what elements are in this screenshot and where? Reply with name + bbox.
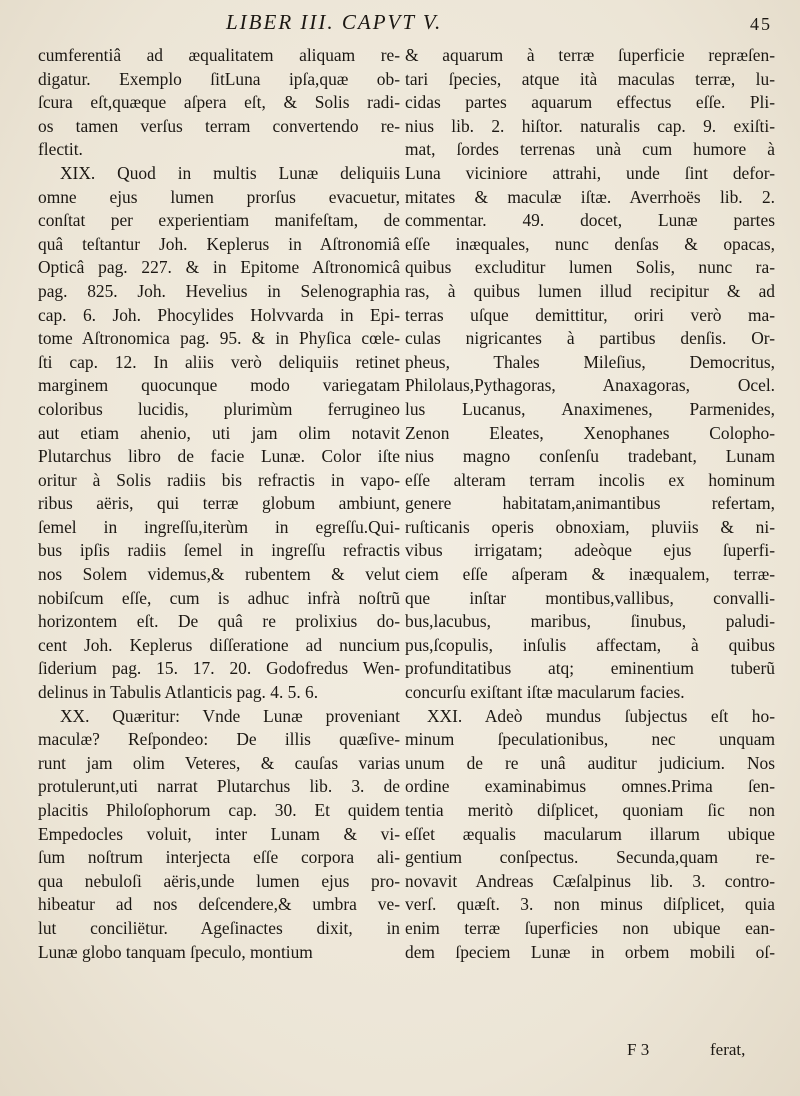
page-footer bbox=[0, 1040, 800, 1070]
text-line: eſſet æqualis macularum illarum ubique bbox=[405, 823, 775, 844]
text-line: pag. 825. Joh. Hevelius in Selenographia bbox=[38, 280, 400, 301]
text-line: maculæ? Reſpondeo: De illis quæſive- bbox=[38, 729, 400, 750]
text-line: novavit Andreas Cæſalpinus lib. 3. contro- bbox=[405, 870, 775, 891]
text-line: ciem eſſe aſperam & inæqualem, terræ- bbox=[405, 564, 775, 585]
text-line: que inſtar montibus,vallibus, convalli- bbox=[405, 587, 775, 608]
text-line: omne ejus lumen prorſus evacuetur, bbox=[38, 186, 400, 207]
text-line: cidas partes aquarum effectus eſſe. Pli- bbox=[405, 92, 775, 113]
text-line: XIX. Quod in multis Lunæ deliquiis bbox=[60, 162, 400, 183]
text-line: tentia meritò diſplicet, quoniam ſic non bbox=[405, 800, 775, 820]
text-line: commentar. 49. docet, Lunæ partes bbox=[405, 210, 775, 231]
text-line: terras uſque demittitur, oriri verò ma- bbox=[405, 304, 775, 325]
text-line: Luna viciniore attrahi, unde ſint defor- bbox=[405, 162, 775, 183]
text-line: eſſe inæquales, nunc denſas & opacas, bbox=[405, 233, 775, 254]
text-line: ruſticanis operis obnoxiam, pluviis & ni- bbox=[405, 516, 775, 537]
text-line: mitates & maculæ iſtæ. Averrhoës lib. 2. bbox=[405, 186, 775, 207]
text-line: Empedocles voluit, inter Lunam & vi- bbox=[38, 823, 400, 844]
text-line: os tamen verſus terram convertendo re- bbox=[38, 115, 400, 136]
text-line: quâ teſtantur Joh. Keplerus in Aſtronomiâ bbox=[38, 233, 400, 254]
text-line: ras, à quibus lumen illud recipitur & ad bbox=[405, 280, 775, 301]
page-header bbox=[0, 6, 800, 36]
catchword: ferat, bbox=[710, 1040, 746, 1059]
text-line: protulerunt,uti narrat Plutarchus lib. 3. de bbox=[38, 776, 400, 797]
text-line: unum de re unâ auditur judicium. Nos bbox=[405, 752, 775, 773]
text-line: eſſe alteram terram incolis ex hominum bbox=[405, 469, 775, 490]
text-line: tome Aſtronomica pag. 95. & in Phyſica cœle- bbox=[38, 328, 400, 349]
text-line: ordine examinabimus omnes.Prima ſen- bbox=[405, 776, 775, 797]
text-line: hibeatur ad nos deſcendere,& umbra ve- bbox=[38, 894, 400, 915]
text-line: conſtat per experientiam manifeſtam, de bbox=[38, 210, 400, 231]
text-line: gentium conſpectus. Secunda,quam re- bbox=[405, 847, 775, 868]
text-line: flectit. bbox=[38, 139, 83, 160]
text-line: nobiſcum eſſe, cum is adhuc infrà noſtrũ bbox=[38, 587, 400, 608]
signature-mark: F 3 bbox=[627, 1040, 650, 1059]
text-line: qua nebuloſi aëris,unde lumen ejus pro- bbox=[38, 870, 400, 891]
text-line: nius magno conſenſu tradebant, Lunam bbox=[405, 446, 775, 467]
text-line: culas nigricantes à partibus denſis. Or- bbox=[405, 328, 775, 349]
text-line: runt jam olim Veteres, & cauſas varias bbox=[38, 752, 400, 773]
text-line: coloribus lucidis, plurimùm ferrugineo bbox=[38, 398, 400, 419]
text-line: verſ. quæſt. 3. non minus diſplicet, quia bbox=[405, 894, 775, 915]
text-line: ribus aëris, qui terræ globum ambiunt, bbox=[38, 493, 400, 514]
text-line: Plutarchus libro de facie Lunæ. Color iſte bbox=[38, 446, 400, 467]
text-line: lut conciliëtur. Ageſinactes dixit, in bbox=[38, 917, 400, 938]
text-line: Opticâ pag. 227. & in Epitome Aſtronomicâ bbox=[38, 257, 400, 278]
text-line: XXI. Adeò mundus ſubjectus eſt ho- bbox=[427, 705, 775, 726]
text-line: Philolaus,Pythagoras, Anaxagoras, Ocel. bbox=[405, 375, 775, 396]
text-line: genere habitatam,animantibus refertam, bbox=[405, 493, 775, 514]
text-line: aut etiam ahenio, uti jam olim notavit bbox=[38, 422, 400, 443]
text-line: Zenon Eleates, Xenophanes Colopho- bbox=[405, 422, 775, 443]
text-line: pheus, Thales Mileſius, Democritus, bbox=[405, 351, 775, 372]
text-line: ſemel in ingreſſu,iterùm in egreſſu.Qui- bbox=[38, 516, 400, 537]
text-line: oritur à Solis radiis bis refractis in vapo- bbox=[38, 469, 400, 490]
text-line: ſcura eſt,quæque aſpera eſt, & Solis radi- bbox=[38, 92, 400, 113]
left-text-column bbox=[38, 44, 400, 964]
text-line: minum ſpeculationibus, nec unquam bbox=[405, 729, 775, 750]
text-line: ſum noſtrum interjecta eſſe corpora ali- bbox=[38, 847, 400, 868]
text-line: nius lib. 2. hiſtor. naturalis cap. 9. exiſti- bbox=[405, 115, 775, 136]
page-number: 45 bbox=[750, 14, 772, 34]
text-line: XX. Quæritur: Vnde Lunæ proveniant bbox=[60, 705, 400, 726]
text-line: profunditatibus atq; eminentium tuberũ bbox=[405, 658, 775, 679]
text-line: bus,lacubus, maribus, ſinubus, paludi- bbox=[405, 611, 775, 632]
running-head: LIBER III. CAPVT V. bbox=[226, 10, 443, 34]
text-line: bus ipſis radiis ſemel in ingreſſu refractis bbox=[38, 540, 400, 561]
text-line: ſti cap. 12. In aliis verò deliquiis retinet bbox=[38, 351, 400, 372]
text-line: mat, ſordes terrenas unà cum humore à bbox=[405, 139, 775, 160]
text-line: & aquarum à terræ ſuperficie repræſen- bbox=[405, 45, 775, 65]
text-line: enim terræ ſuperficies non ubique ean- bbox=[405, 917, 775, 938]
text-line: vibus irrigatam; adeòque ejus ſuperfi- bbox=[405, 540, 775, 561]
text-line: delinus in Tabulis Atlanticis pag. 4. 5. 6. bbox=[38, 682, 319, 703]
text-line: tari ſpecies, atque ità maculas terræ, lu- bbox=[405, 68, 775, 89]
text-line: ſiderium pag. 15. 17. 20. Godofredus Wen- bbox=[38, 658, 400, 679]
text-line: quibus excluditur lumen Solis, nunc ra- bbox=[405, 257, 775, 278]
text-line: Lunæ globo tanquam ſpeculo, montium bbox=[38, 941, 313, 962]
text-line: cent Joh. Keplerus diſſeratione ad nuncium bbox=[38, 634, 400, 655]
text-line: cumferentiâ ad æqualitatem aliquam re- bbox=[38, 45, 400, 65]
text-line: placitis Philoſophorum cap. 30. Et quidem bbox=[38, 800, 400, 820]
text-line: cap. 6. Joh. Phocylides Holvvarda in Epi- bbox=[38, 304, 400, 325]
text-line: nos Solem videmus,& rubentem & velut bbox=[38, 564, 400, 585]
text-line: digatur. Exemplo ſitLuna ipſa,quæ ob- bbox=[38, 68, 400, 89]
text-line: concurſu exiſtant iſtæ macularum facies. bbox=[405, 682, 685, 703]
text-line: marginem quocunque modo variegatam bbox=[38, 375, 400, 396]
text-line: pus,ſcopulis, inſulis affectam, à quibus bbox=[405, 634, 775, 655]
right-text-column bbox=[405, 44, 775, 964]
text-line: dem ſpeciem Lunæ in orbem mobili oſ- bbox=[405, 941, 775, 962]
text-line: horizontem eſt. De quâ re prolixius do- bbox=[38, 611, 400, 632]
text-line: lus Lucanus, Anaximenes, Parmenides, bbox=[405, 398, 775, 419]
